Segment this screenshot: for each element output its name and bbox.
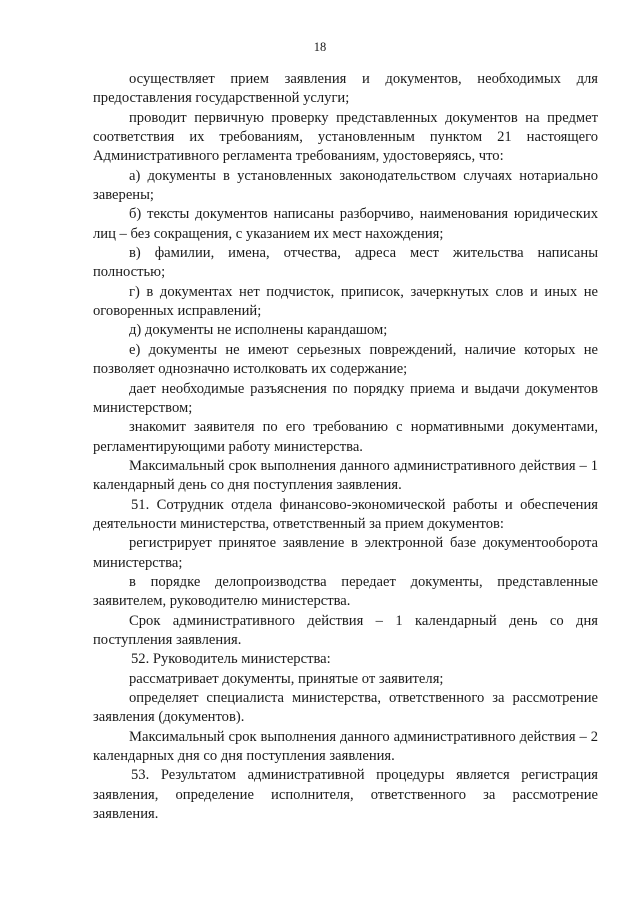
paragraph: знакомит заявителя по его требованию с нормативными документами, регламентирующими работу министерства. xyxy=(93,419,598,455)
paragraph: осуществляет прием заявления и документов, необходимых для предоставления государственной услуги; xyxy=(93,71,598,107)
paragraph: регистрирует принятое заявление в электронной базе документооборота министерства; xyxy=(93,535,598,571)
paragraph: определяет специалиста министерства, ответственного за рассмотрение заявления (документов). xyxy=(93,690,598,726)
page-number: 18 xyxy=(313,40,327,54)
paragraph: Срок административного действия – 1 календарный день со дня поступления заявления. xyxy=(93,612,598,648)
section-52: 52. Руководитель министерства: xyxy=(131,651,331,668)
paragraph: проводит первичную проверку представленных документов на предмет соответствия их требованиям, установленным пунктом 21 настоящего Административного регламента требованиям, удостоверяясь, что: xyxy=(93,109,598,165)
section-53: 53. Результатом административной процедуры является регистрация заявления, определение исполнителя, ответственного за рассмотрение заявления. xyxy=(93,767,598,823)
paragraph: Максимальный срок выполнения данного административного действия – 1 календарный день со дня поступления заявления. xyxy=(93,457,598,494)
paragraph: рассматривает документы, принятые от заявителя; xyxy=(129,670,444,687)
list-item-e: е) документы не имеют серьезных повреждений, наличие которых не позволяет однозначно истолковать их содержание; xyxy=(93,341,598,378)
paragraph: в порядке делопроизводства передает документы, представленные заявителем, руководителю министерства. xyxy=(93,573,598,610)
document-body xyxy=(93,70,598,824)
list-item-d: д) документы не исполнены карандашом; xyxy=(129,322,388,339)
list-item-g: г) в документах нет подчисток, приписок, зачеркнутых слов и иных не оговоренных исправлений; xyxy=(93,283,598,320)
paragraph: Максимальный срок выполнения данного административного действия – 2 календарных дня со дня поступления заявления. xyxy=(93,728,598,765)
list-item-v: в) фамилии, имена, отчества, адреса мест жительства написаны полностью; xyxy=(93,245,598,281)
section-51: 51. Сотрудник отдела финансово-экономической работы и обеспечения деятельности министерства, ответственный за прием документов: xyxy=(93,496,598,532)
paragraph: дает необходимые разъяснения по порядку приема и выдачи документов министерством; xyxy=(93,380,598,416)
list-item-a: а) документы в установленных законодательством случаях нотариально заверены; xyxy=(93,167,598,204)
list-item-b: б) тексты документов написаны разборчиво, наименования юридических лиц – без сокращения, с указанием их мест нахождения; xyxy=(93,206,598,242)
